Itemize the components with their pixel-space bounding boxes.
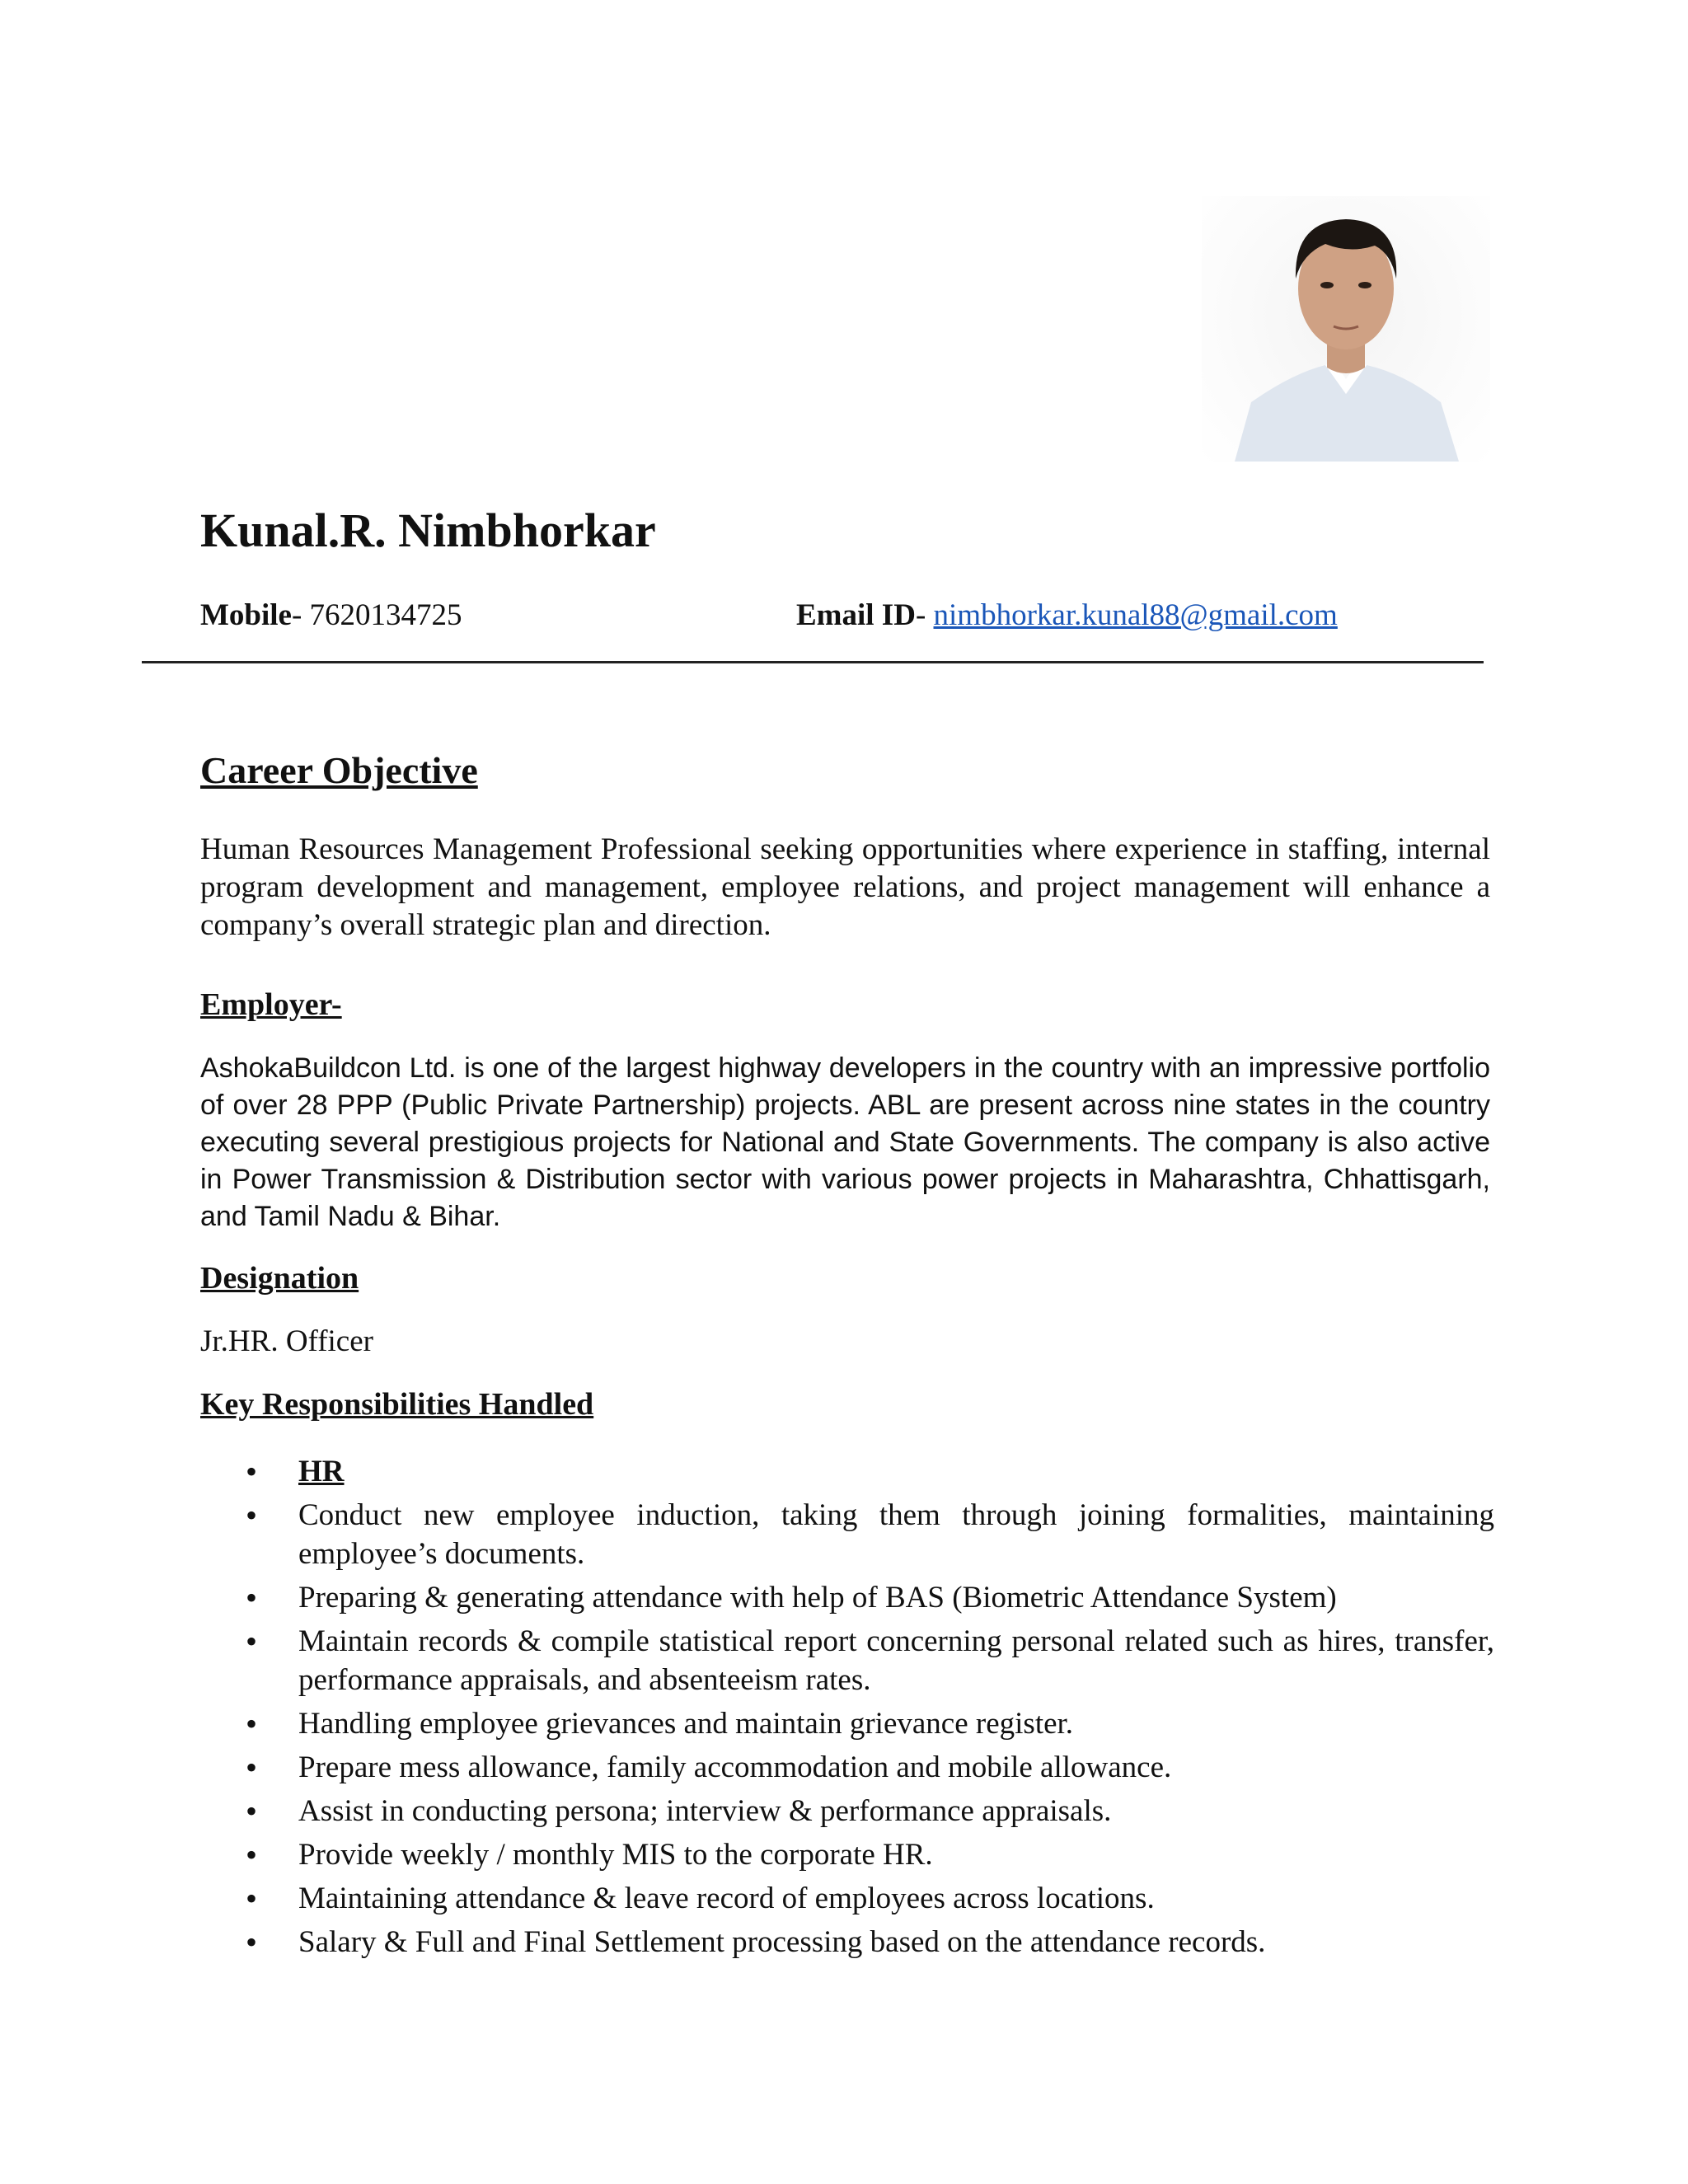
list-item: • HR <box>200 1452 1494 1491</box>
employer-heading: Employer- <box>200 987 342 1022</box>
mobile-number: - 7620134725 <box>291 598 462 632</box>
mobile-line <box>200 598 462 633</box>
list-item: • Handling employee grievances and maintain grievance register. <box>200 1704 1494 1743</box>
email-line <box>796 598 1338 633</box>
email-separator: - <box>915 598 934 632</box>
person-silhouette-icon <box>1202 196 1490 462</box>
list-item: • Prepare mess allowance, family accommodation and mobile allowance. <box>200 1748 1494 1787</box>
header-divider <box>142 661 1484 663</box>
list-item: • Conduct new employee induction, taking them through joining formalities, maintaining employee’s documents. <box>200 1496 1494 1573</box>
candidate-name: Kunal.R. Nimbhorkar <box>200 504 656 557</box>
career-objective-text: Human Resources Management Professional seeking opportunities where experience in staffing, internal program development and management, employee relations, and project management will enhance a company’s overall strategic plan and direction. <box>200 832 1490 942</box>
designation-heading: Designation <box>200 1261 359 1296</box>
list-item: • Maintaining attendance & leave record of employees across locations. <box>200 1879 1494 1918</box>
responsibilities-list <box>200 1452 1494 1966</box>
profile-photo <box>1202 196 1490 462</box>
responsibilities-heading: Key Responsibilities Handled <box>200 1387 594 1422</box>
list-item: • Preparing & generating attendance with help of BAS (Biometric Attendance System) <box>200 1578 1494 1617</box>
designation-value: Jr.HR. Officer <box>200 1324 373 1358</box>
list-item: • Maintain records & compile statistical report concerning personal related such as hires, transfer, performance appraisals, and absenteeism rates. <box>200 1622 1494 1699</box>
mobile-label: Mobile <box>200 598 292 632</box>
list-item: • Assist in conducting persona; interview & performance appraisals. <box>200 1792 1494 1830</box>
email-label: Email ID <box>796 598 916 632</box>
career-objective-heading: Career Objective <box>200 749 478 791</box>
list-item: • Provide weekly / monthly MIS to the corporate HR. <box>200 1835 1494 1874</box>
email-link[interactable]: nimbhorkar.kunal88@gmail.com <box>933 598 1338 632</box>
employer-text: AshokaBuildcon Ltd. is one of the largest highway developers in the country with an impressive portfolio of over 28 PPP (Public Private Partnership) projects. ABL are present across nine states in the country executing several prestigious projects for National and State Governments. The company is also active in Power Transmission & Distribution sector with various power projects in Maharashtra, Chhattisgarh, and Tamil Nadu & Bihar. <box>200 1052 1490 1232</box>
list-item: • Salary & Full and Final Settlement processing based on the attendance records. <box>200 1923 1494 1961</box>
